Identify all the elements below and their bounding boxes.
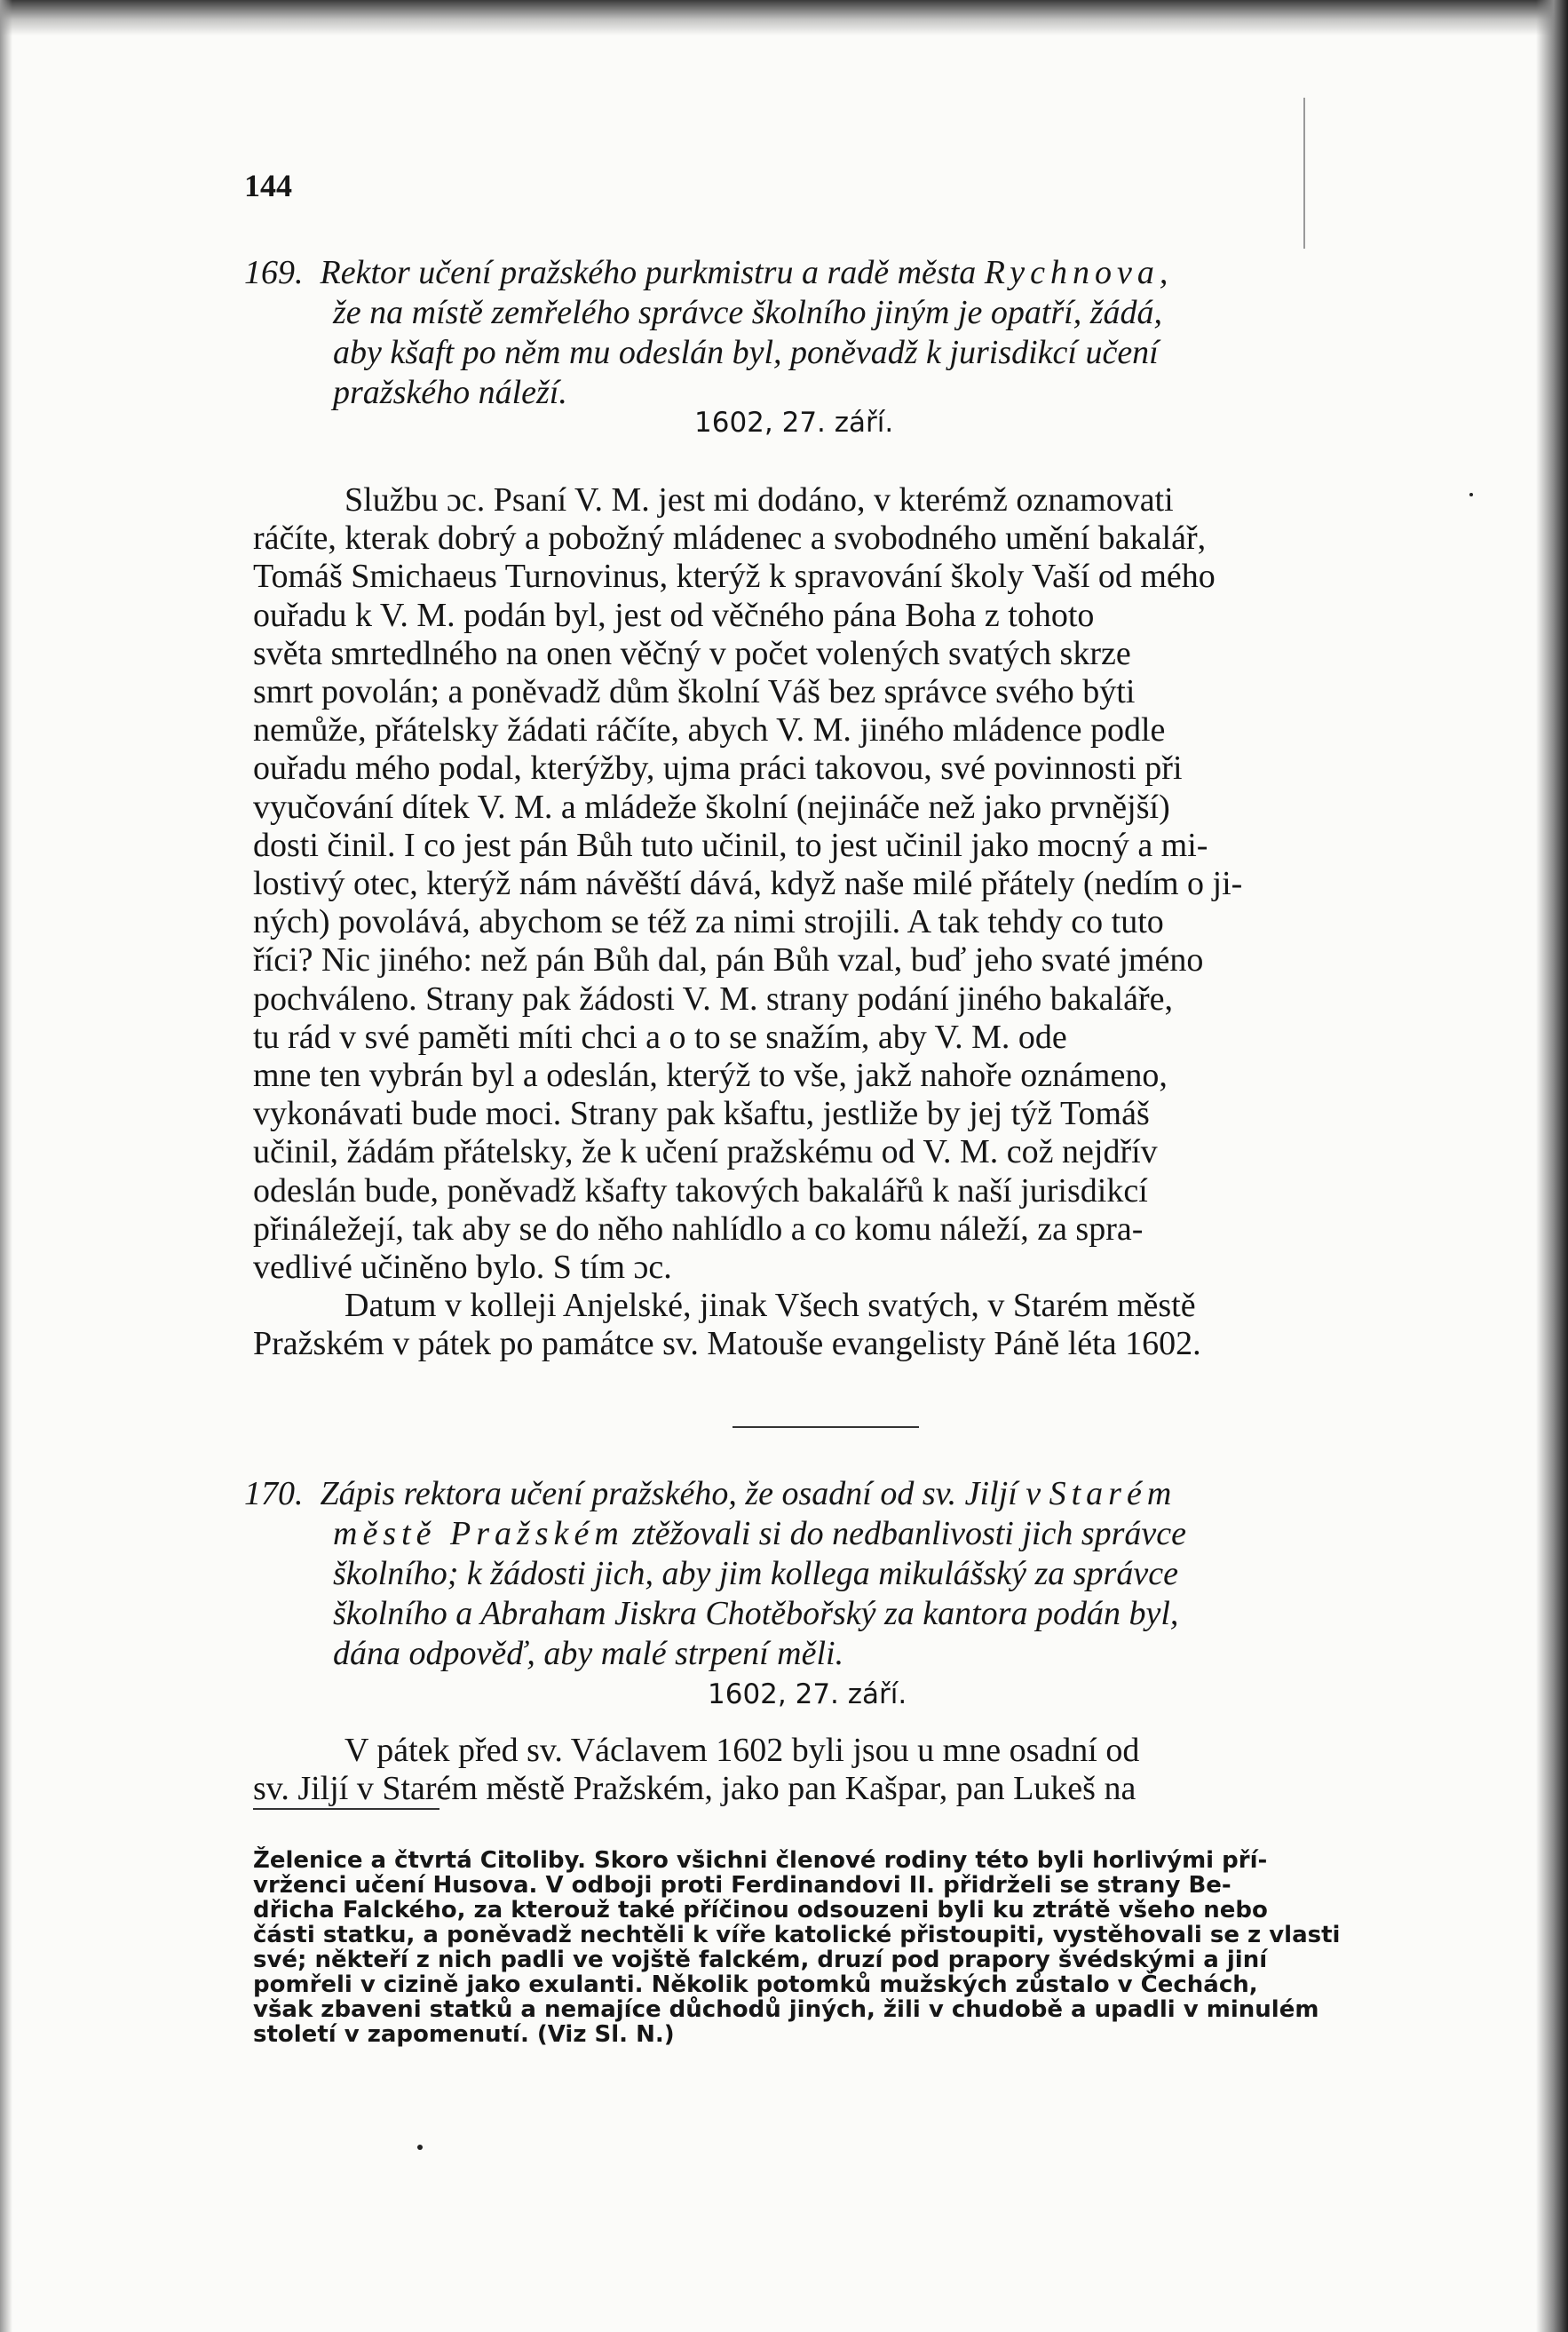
entry-170-heading-line-1 [244,1474,1416,1514]
entry-169-heading-line-4: pražského náleží. [333,374,567,411]
entry-169-number: 169. [244,254,304,291]
entry-169-heading-spaced-word: Rychnova, [984,254,1174,291]
footnote-line: části statku, a poněvadž nechtěli k víře katolické přistoupiti, vystěhovali se z vlasti [253,1922,1341,1948]
entry-169-body-line: učinil, žádám přátelsky, že k učení pražskému od V. M. což nejdřív [253,1133,1158,1171]
entry-169-heading-line-3: aby kšaft po něm mu odeslán byl, poněvadž k jurisdikcí učení [333,334,1159,371]
footnote-line: století v zapomenutí. (Viz Sl. N.) [253,2021,675,2048]
entry-169-body-line: Tomáš Smichaeus Turnovinus, kterýž k spravování školy Vaší od mého [253,558,1216,596]
entry-169-body-line: mne ten vybrán byl a odeslán, kterýž to vše, jakž nahoře oznámeno, [253,1057,1168,1095]
entry-170-heading-text-1: Zápis rektora učení pražského, že osadní od sv. Jiljí v [320,1475,1041,1512]
entry-169-body-line: vedlivé učiněno bylo. S tím ɔc. [253,1249,672,1287]
footnote-line: své; někteří z nich padli ve vojště falckém, druzí pod prapory švédskými a jiní [253,1947,1268,1973]
entry-170-body-line: V pátek před sv. Václavem 1602 byli jsou u mne osadní od [344,1732,1140,1769]
entry-169-body-line: ráčíte, kterak dobrý a pobožný mládenec a svobodného umění bakalář, [253,520,1207,558]
footnote-line: vrženci učení Husova. V odboji proti Ferdinandovi II. přidrželi se strany Be- [253,1872,1231,1899]
page-number: 144 [244,168,292,203]
entry-169-body-line: říci? Nic jiného: než pán Bůh dal, pán Bůh vzal, buď jeho svaté jméno [253,941,1204,980]
entry-169-body-line: pochváleno. Strany pak žádosti V. M. strany podání jiného bakaláře, [253,980,1173,1018]
entry-170-heading-line-2 [244,1514,1416,1554]
entry-169-body-line: vyučování dítek V. M. a mládeže školní (nejináče než jako prvnější) [253,788,1170,826]
entry-169-body-line: nemůže, přátelsky žádati ráčíte, abych V. M. jiného mládence podle [253,711,1166,750]
entry-169-body-line: ných) povolává, abychom se též za nimi strojili. A tak tehdy co tuto [253,903,1164,941]
footnote [253,1848,1407,2047]
entry-169-body-line: světa smrtedlného na onen věčný v počet volených svatých skrze [253,634,1131,672]
entry-170-heading-line-5: dána odpověď, aby malé strpení měli. [333,1635,844,1672]
entry-169-date: 1602, 27. září. [694,407,894,439]
scan-speck [417,2145,423,2150]
entry-169-body-line: Službu ɔc. Psaní V. M. jest mi dodáno, v kterémž oznamovati [344,481,1174,519]
entry-170-heading-spaced-2: městě Pražském [333,1515,624,1552]
entry-170-body [253,1732,1407,1808]
scan-right-shadow [1536,0,1568,2332]
footnote-rule [253,1808,440,1810]
scan-top-shadow [0,0,1568,36]
entry-169-closing-line: Pražském v pátek po památce sv. Matouše evangelisty Páně léta 1602. [253,1325,1201,1363]
entry-169-heading-line-1 [244,253,1416,293]
entry-169-closing-line: Datum v kolleji Anjelské, jinak Všech svatých, v Starém městě [344,1287,1196,1325]
scan-fold-line [1303,98,1305,249]
entry-170-date: 1602, 27. září. [708,1678,907,1710]
entry-169-body-line: tu rád v své paměti míti chci a o to se snažím, aby V. M. ode [253,1018,1067,1056]
entry-169-body-line: ouřadu mého podal, kterýžby, ujma práci takovou, své povinnosti při [253,750,1183,788]
entry-169-heading-text-1: Rektor učení pražského purkmistru a radě města [320,254,977,291]
entry-169-body-line: lostivý otec, kterýž nám návěští dává, když naše milé přátely (nedím o ji- [253,865,1243,903]
section-separator [733,1426,919,1428]
entry-169-body-line: dosti činil. I co jest pán Bůh tuto učinil, to jest učinil jako mocný a mi- [253,826,1208,864]
entry-169-heading [244,253,1416,413]
footnote-line: pomřeli v cizině jako exulanti. Několik potomků mužských zůstalo v Čechách, [253,1971,1258,1998]
entry-169-body-line: odeslán bude, poněvadž kšafty takových bakalářů k naší jurisdikcí [253,1171,1148,1210]
entry-170-heading-spaced-1: Starém [1049,1475,1177,1512]
scan-left-shadow [0,0,12,2332]
scan-speck [1469,493,1473,496]
entry-169-body-line: ouřadu k V. M. podán byl, jest od věčného pána Boha z tohoto [253,596,1095,634]
entry-170-body-line: sv. Jiljí v Starém městě Pražském, jako pan Kašpar, pan Lukeš na [253,1770,1136,1808]
entry-169-body [253,481,1407,1364]
entry-169-body-line: vykonávati bude moci. Strany pak kšaftu, jestliže by jej týž Tomáš [253,1095,1150,1133]
entry-169-body-line: přináležejí, tak aby se do něho nahlídlo a co komu náleží, za spra- [253,1210,1144,1248]
entry-169-heading-line-2: že na místě zemřelého správce školního jiným je opatří, žádá, [333,294,1163,331]
entry-170-number: 170. [244,1475,304,1512]
entry-170-heading-line-4: školního a Abraham Jiskra Chotěbořský za kantora podán byl, [333,1595,1179,1632]
entry-170-heading-text-2: ztěžovali si do nedbanlivosti jich správce [632,1515,1187,1552]
footnote-line: však zbaveni statků a nemajíce důchodů jiných, žili v chudobě a upadli v minulém [253,1996,1319,2023]
footnote-line: dřicha Falckého, za kterouž také příčinou odsouzeni byli ku ztrátě všeho nebo [253,1897,1268,1924]
entry-170-heading [244,1474,1416,1674]
entry-170-heading-line-3: školního; k žádosti jich, aby jim kollega mikulášský za správce [333,1555,1178,1592]
entry-169-body-line: smrt povolán; a poněvadž dům školní Váš bez správce svého býti [253,673,1136,711]
footnote-line: Želenice a čtvrtá Citoliby. Skoro všichni členové rodiny této byli horlivými pří- [253,1847,1268,1874]
